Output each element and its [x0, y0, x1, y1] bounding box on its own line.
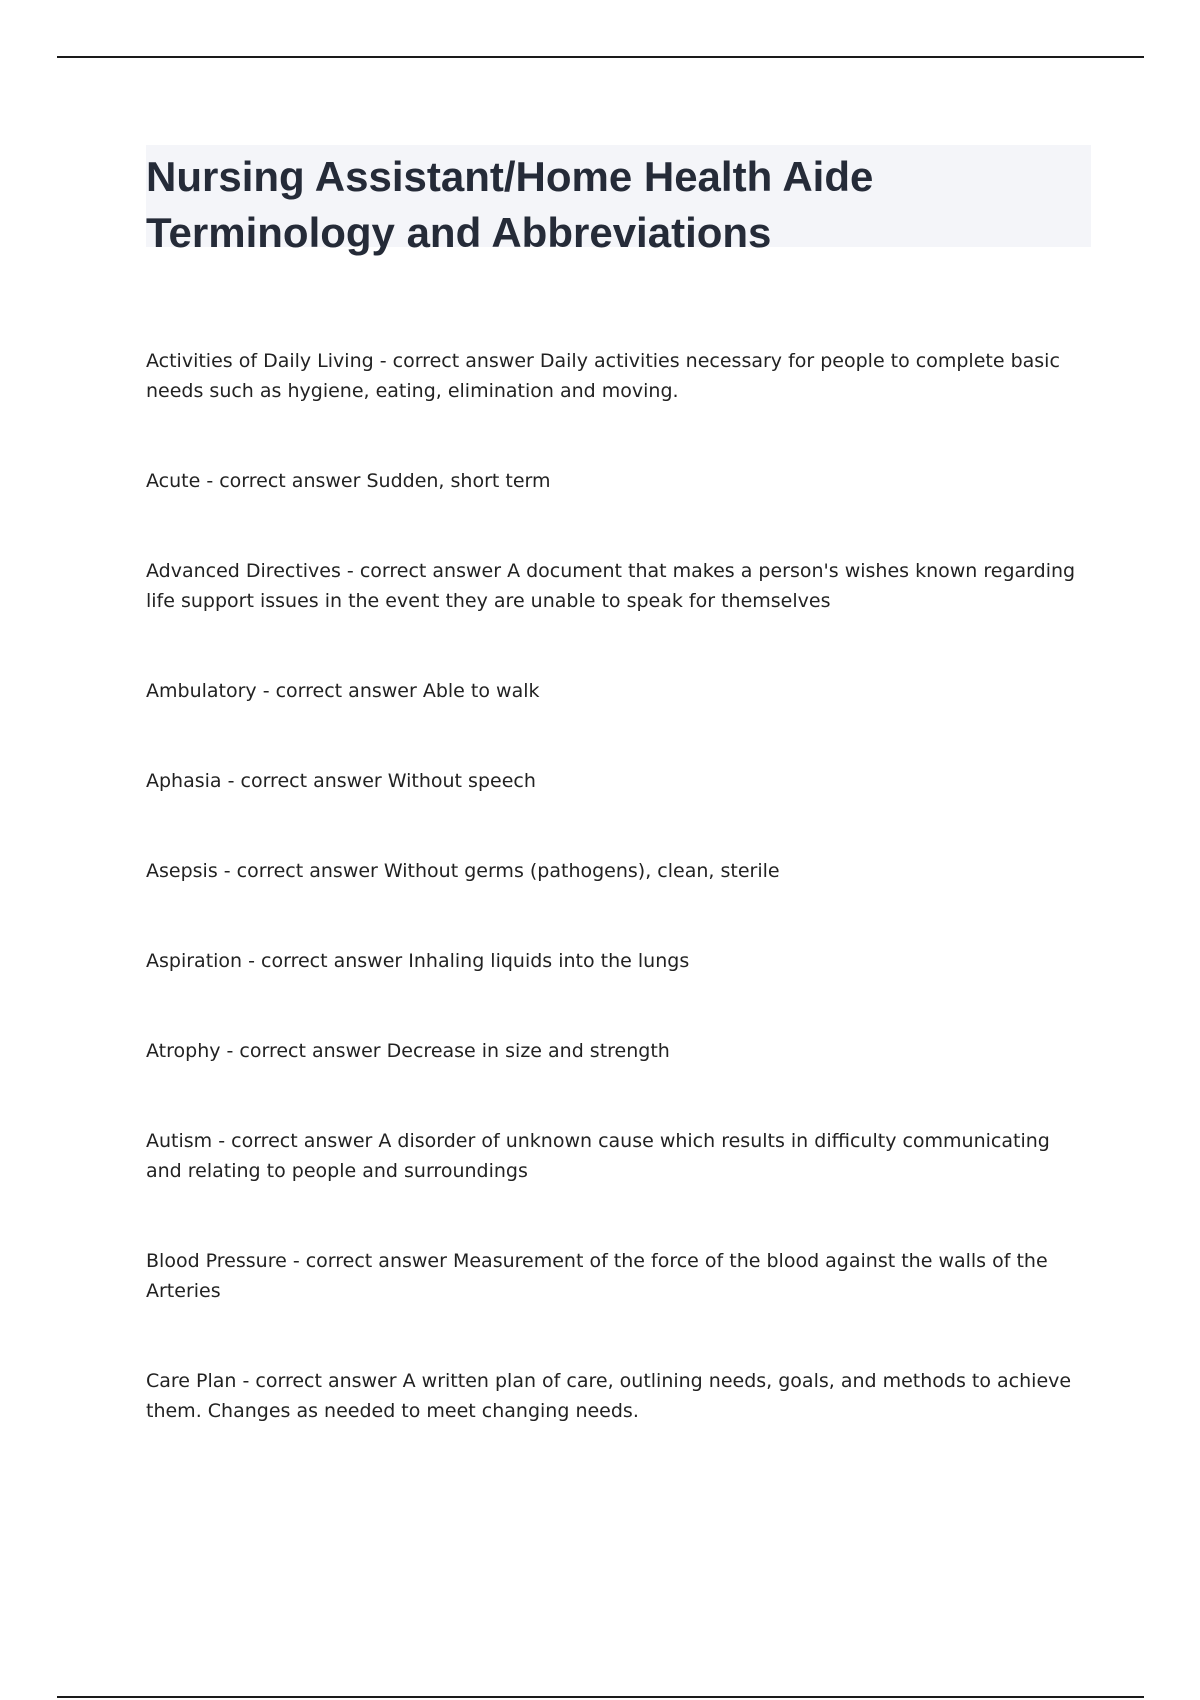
list-item	[146, 346, 1091, 406]
entry-separator: - correct answer	[286, 1250, 453, 1272]
entry-definition: Without speech	[387, 770, 536, 792]
entry-term: Aphasia	[146, 770, 222, 792]
entry-separator: - correct answer	[220, 1040, 387, 1062]
entry-definition: A document that makes a person's wishes known regarding life support issues in the event they are unable to speak for themselves	[146, 560, 1076, 612]
entry-definition: Without germs (pathogens), clean, sterile	[383, 860, 780, 882]
list-item	[146, 1366, 1091, 1426]
list-item	[146, 1036, 1091, 1066]
entry-term: Activities of Daily Living	[146, 350, 374, 372]
list-item	[146, 1246, 1091, 1306]
title-banner	[146, 145, 1091, 256]
entry-term: Ambulatory	[146, 680, 257, 702]
terminology-list	[146, 346, 1091, 1486]
entry-separator: - correct answer	[242, 950, 409, 972]
list-item	[146, 1126, 1091, 1186]
entry-separator: - correct answer	[373, 350, 540, 372]
entry-definition: Able to walk	[422, 680, 540, 702]
entry-definition: Inhaling liquids into the lungs	[408, 950, 690, 972]
entry-definition: Sudden, short term	[366, 470, 551, 492]
entry-term: Acute	[146, 470, 201, 492]
entry-term: Advanced Directives	[146, 560, 341, 582]
entry-term: Aspiration	[146, 950, 243, 972]
header-rule	[57, 56, 1144, 58]
entry-definition: Measurement of the force of the blood against the walls of the Arteries	[146, 1250, 1048, 1302]
entry-term: Blood Pressure	[146, 1250, 287, 1272]
document-body	[146, 145, 1091, 1422]
list-item	[146, 676, 1091, 706]
entry-separator: - correct answer	[221, 770, 388, 792]
entry-term: Care Plan	[146, 1370, 237, 1392]
list-item	[146, 766, 1091, 796]
title-line-2: Terminology and Abbreviations	[146, 209, 772, 256]
list-item	[146, 946, 1091, 976]
entry-separator: - correct answer	[212, 1130, 379, 1152]
list-item	[146, 556, 1091, 616]
entry-term: Asepsis	[146, 860, 218, 882]
entry-definition: Decrease in size and strength	[386, 1040, 670, 1062]
entry-definition: Daily activities necessary for people to complete basic needs such as hygiene, eating, elimination and moving.	[146, 350, 1060, 402]
list-item	[146, 466, 1091, 496]
entry-separator: - correct answer	[256, 680, 423, 702]
list-item	[146, 856, 1091, 886]
entry-term: Atrophy	[146, 1040, 221, 1062]
title-line-1: Nursing Assistant/Home Health Aide	[146, 153, 874, 200]
entry-separator: - correct answer	[340, 560, 508, 582]
entry-definition: A written plan of care, outlining needs, goals, and methods to achieve them. Changes as needed to meet changing needs.	[146, 1370, 1072, 1422]
entry-separator: - correct answer	[200, 470, 367, 492]
entry-separator: - correct answer	[217, 860, 384, 882]
entry-separator: - correct answer	[236, 1370, 403, 1392]
entry-term: Autism	[146, 1130, 213, 1152]
entry-definition: A disorder of unknown cause which results in difficulty communicating and relating to people and surroundings	[146, 1130, 1050, 1182]
footer-rule	[57, 1696, 1144, 1698]
document-title	[146, 149, 1087, 261]
